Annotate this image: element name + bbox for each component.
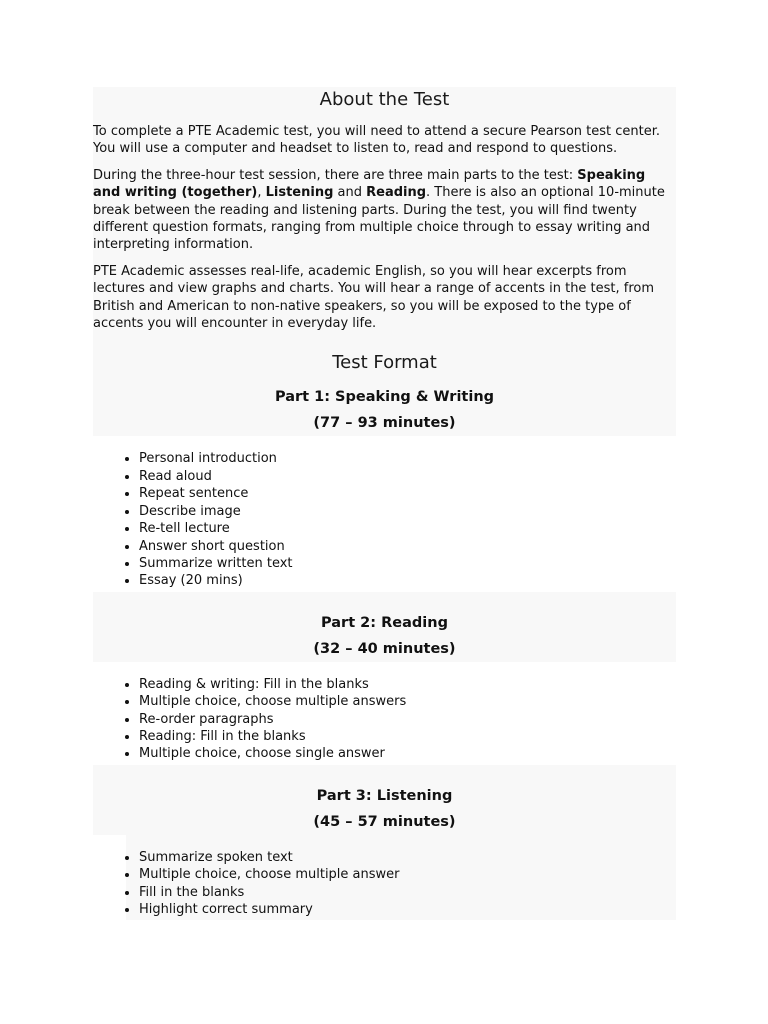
p2-text-4: . There is also an optional 10-minute break between the reading and listening parts. During the test, you will find twenty different question formats, ranging from multiple choice through to essay writing and interpreting information. bbox=[93, 185, 665, 253]
part-3-header-section bbox=[93, 765, 676, 835]
list-item: • Highlight correct summary bbox=[139, 901, 676, 918]
list-item: • Reading & writing: Fill in the blanks bbox=[139, 676, 676, 693]
list-item: • Read aloud bbox=[139, 468, 676, 485]
part-3-list-container bbox=[93, 835, 676, 921]
list-item: • Re-tell lecture bbox=[139, 520, 676, 537]
part-1-title: Part 1: Speaking & Writing bbox=[274, 389, 495, 406]
intro-section bbox=[93, 87, 676, 436]
list-item: • Essay (20 mins) bbox=[139, 572, 676, 589]
p2-text-1: During the three-hour test session, there are three main parts to the test: bbox=[93, 167, 578, 183]
list-item: • Repeat sentence bbox=[139, 485, 676, 502]
part-3-list-section bbox=[93, 835, 676, 921]
part-1-list-section bbox=[93, 436, 676, 591]
page-title: About the Test bbox=[319, 89, 450, 110]
part-1-list bbox=[126, 436, 676, 591]
p2-bold-speaking-writing: Speaking and writing (together) bbox=[93, 167, 646, 201]
part-2-list-container bbox=[93, 662, 676, 765]
part-2-list-section bbox=[93, 662, 676, 765]
intro-paragraph-1: To complete a PTE Academic test, you will need to attend a secure Pearson test center. You will use a computer and headset to listen to, read and respond to questions. bbox=[93, 124, 661, 157]
list-item: • Summarize spoken text bbox=[139, 849, 676, 866]
part-3-title: Part 3: Listening bbox=[316, 787, 453, 804]
p2-bold-reading: Reading bbox=[366, 185, 427, 201]
list-item: • Re-order paragraphs bbox=[139, 711, 676, 728]
list-item: • Summarize written text bbox=[139, 555, 676, 572]
list-item: • Reading: Fill in the blanks bbox=[139, 728, 676, 745]
part-1-list-container bbox=[93, 436, 676, 591]
p2-bold-listening: Listening bbox=[265, 185, 334, 201]
part-2-title: Part 2: Reading bbox=[321, 614, 448, 631]
part-2-header-section bbox=[93, 592, 676, 662]
list-item: • Personal introduction bbox=[139, 450, 676, 467]
part-2-duration: (32 – 40 minutes) bbox=[313, 640, 456, 657]
intro-paragraph-2 bbox=[93, 167, 676, 254]
list-item: • Describe image bbox=[139, 503, 676, 520]
part-3-list bbox=[126, 835, 676, 921]
document-page bbox=[93, 87, 676, 920]
part-3-duration: (45 – 57 minutes) bbox=[313, 813, 456, 830]
intro-paragraph-3: PTE Academic assesses real-life, academic English, so you will hear excerpts from lectures and view graphs and charts. You will hear a range of accents in the test, from British and American to non-native speakers, so you will be exposed to the type of accents you will encounter in everyday life. bbox=[93, 263, 655, 332]
list-item: • Multiple choice, choose multiple answer bbox=[139, 866, 676, 883]
list-item: • Answer short question bbox=[139, 538, 676, 555]
part-2-list bbox=[126, 662, 676, 765]
list-item: • Fill in the blanks bbox=[139, 884, 676, 901]
list-item: • Multiple choice, choose multiple answers bbox=[139, 693, 676, 710]
format-heading: Test Format bbox=[332, 352, 437, 374]
part-1-duration: (77 – 93 minutes) bbox=[313, 415, 456, 432]
p2-text-3: and bbox=[333, 185, 367, 201]
p2-text-2: , bbox=[257, 185, 266, 201]
list-item: • Multiple choice, choose single answer bbox=[139, 745, 676, 762]
